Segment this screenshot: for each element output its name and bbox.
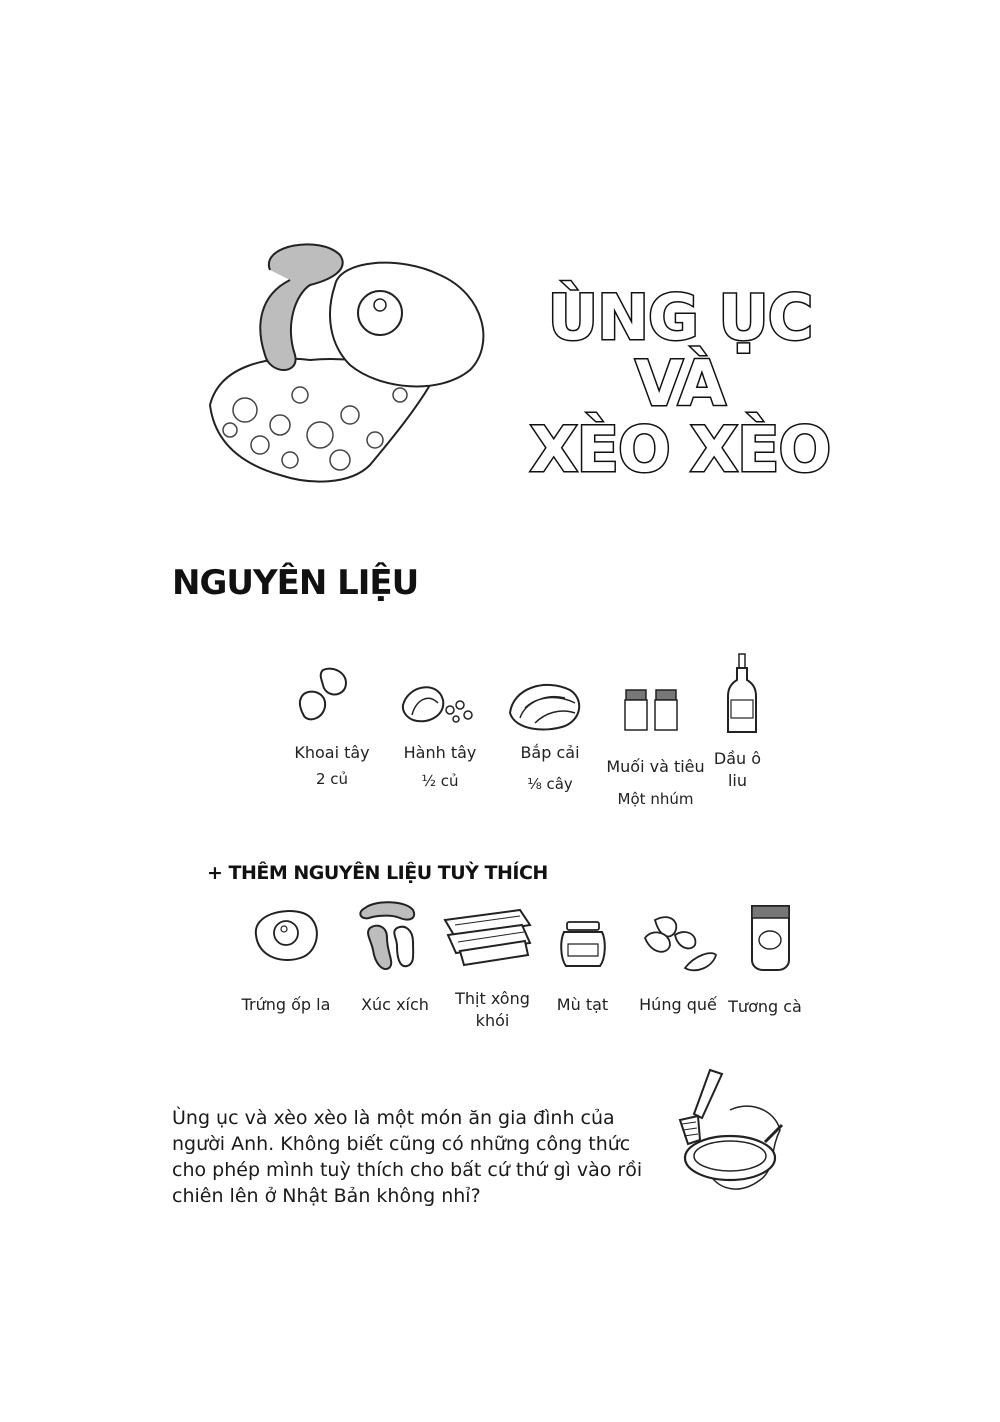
ketchup-icon <box>748 902 793 972</box>
salt-pepper-icon <box>622 688 687 733</box>
mustard-icon <box>558 920 608 970</box>
optional-item-name: Thịt xông khói <box>455 989 530 1030</box>
optional-item-name: Mù tạt <box>556 995 609 1014</box>
ingredient-qty: ⅛ cây <box>527 775 573 793</box>
ingredient-qty: Một nhúm <box>617 790 694 808</box>
potato-icon <box>295 660 365 730</box>
title-line-1: ÙNG ỤC VÀ <box>547 281 813 420</box>
fried-egg-icon <box>248 905 323 965</box>
ingredient-qty: 2 củ <box>315 770 349 788</box>
ingredient-name: Muối và tiêu <box>606 757 705 776</box>
ingredient-name: Hành tây <box>403 743 477 762</box>
title-line-2: XÈO XÈO <box>529 413 831 486</box>
optional-heading: + THÊM NGUYÊN LIỆU TUỲ THÍCH <box>207 862 548 884</box>
ingredients-heading: NGUYÊN LIỆU <box>172 563 419 603</box>
ingredient-name: Bắp cải <box>520 743 580 762</box>
optional-item-name: Xúc xích <box>361 995 429 1014</box>
ingredient-name: Dầu ô liu <box>713 749 762 790</box>
optional-item-name: Tương cà <box>728 997 802 1016</box>
ingredient-name: Khoai tây <box>294 743 370 762</box>
cabbage-icon <box>505 678 585 733</box>
recipe-description: Ùng ục và xèo xèo là một món ăn gia đình của người Anh. Không biết cũng có những công thức cho phép mình tuỳ thích cho bất cứ thứ gì vào rồi chiên lên ở Nhật Bản không nhỉ? <box>172 1107 643 1207</box>
basil-icon <box>640 910 720 980</box>
frying-pan-icon <box>660 1070 785 1200</box>
sausage-icon <box>355 898 425 973</box>
ingredient-qty: ½ củ <box>421 772 459 790</box>
bacon-icon <box>440 905 535 970</box>
optional-item-name: Húng quế <box>639 995 717 1014</box>
optional-item-name: Trứng ốp la <box>241 995 331 1014</box>
recipe-title <box>520 281 840 486</box>
onion-icon <box>398 675 478 730</box>
olive-oil-icon <box>722 652 762 737</box>
dish-illustration <box>200 235 500 495</box>
